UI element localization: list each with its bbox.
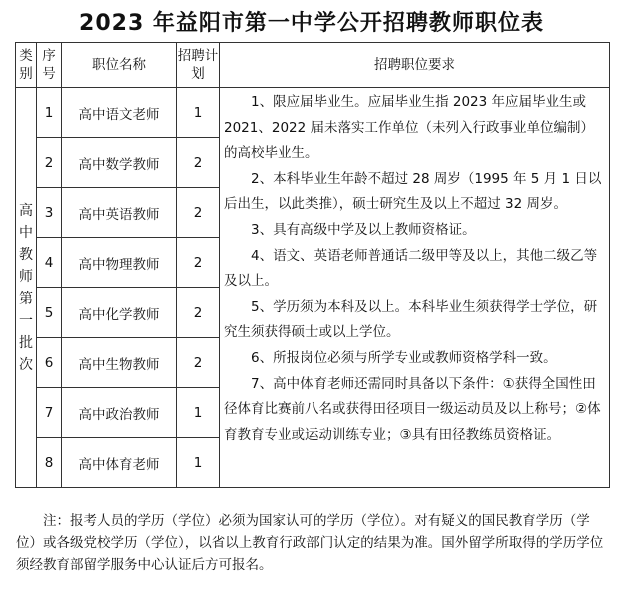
category-label: 高中教师第一批次: [19, 202, 33, 373]
row-position-name: 高中英语教师: [62, 188, 177, 238]
row-seq: 4: [37, 238, 62, 288]
row-position-name: 高中体育老师: [62, 438, 177, 488]
row-count: 1: [177, 388, 220, 438]
requirement-item: 2、本科毕业生年龄不超过 28 周岁（1995 年 5 月 1 日以后出生，以此类推），硕士研究生及以上不超过 32 周岁。: [224, 170, 602, 213]
page-title: 2023 年益阳市第一中学公开招聘教师职位表: [79, 11, 544, 36]
table-row: [16, 88, 610, 138]
row-count: 1: [177, 438, 220, 488]
row-seq: 6: [37, 338, 62, 388]
row-seq: 5: [37, 288, 62, 338]
row-count: 2: [177, 138, 220, 188]
row-position-name: 高中数学教师: [62, 138, 177, 188]
header-seq: 序号: [37, 43, 62, 88]
row-count: 2: [177, 338, 220, 388]
header-category: 类别: [16, 43, 37, 88]
row-position-name: 高中语文老师: [62, 88, 177, 138]
row-count: 2: [177, 188, 220, 238]
row-seq: 8: [37, 438, 62, 488]
row-seq: 2: [37, 138, 62, 188]
header-position: 职位名称: [62, 43, 177, 88]
row-position-name: 高中政治教师: [62, 388, 177, 438]
requirement-item: 1、限应届毕业生。应届毕业生指 2023 年应届毕业生或 2021、2022 届未落实工作单位（未列入行政事业单位编制）的高校毕业生。: [224, 94, 595, 162]
requirement-item: 3、具有高级中学及以上教师资格证。: [251, 221, 476, 238]
position-table: [15, 42, 610, 488]
row-count: 2: [177, 238, 220, 288]
row-seq: 3: [37, 188, 62, 238]
requirement-item: 7、高中体育老师还需同时具备以下条件：①获得全国性田径体育比赛前八名或获得田径项目一级运动员及以上称号；②体育教育专业或运动训练专业；③具有田径教练员资格证。: [224, 375, 601, 443]
category-cell: [16, 88, 37, 488]
row-position-name: 高中化学教师: [62, 288, 177, 338]
row-position-name: 高中生物教师: [62, 338, 177, 388]
row-count: 1: [177, 88, 220, 138]
table-header-row: [16, 43, 610, 88]
footnote: 注：报考人员的学历（学位）必须为国家认可的学历（学位）。对有疑义的国民教育学历（学位）或各级党校学历（学位），以省以上教育行政部门认定的结果为准。国外留学所取得的学历学位须经教育部留学服务中心认证后方可报名。: [16, 513, 604, 573]
row-seq: 7: [37, 388, 62, 438]
requirement-item: 5、学历须为本科及以上。本科毕业生须获得学士学位，研究生须获得硕士或以上学位。: [224, 298, 598, 341]
header-requirements: 招聘职位要求: [220, 43, 610, 88]
requirement-item: 6、所报岗位必须与所学专业或教师资格学科一致。: [251, 349, 557, 366]
row-count: 2: [177, 288, 220, 338]
requirements-cell: [220, 88, 610, 488]
requirement-item: 4、语文、英语老师普通话二级甲等及以上，其他二级乙等及以上。: [224, 247, 598, 290]
header-plan: 招聘计划: [177, 43, 220, 88]
row-position-name: 高中物理教师: [62, 238, 177, 288]
row-seq: 1: [37, 88, 62, 138]
